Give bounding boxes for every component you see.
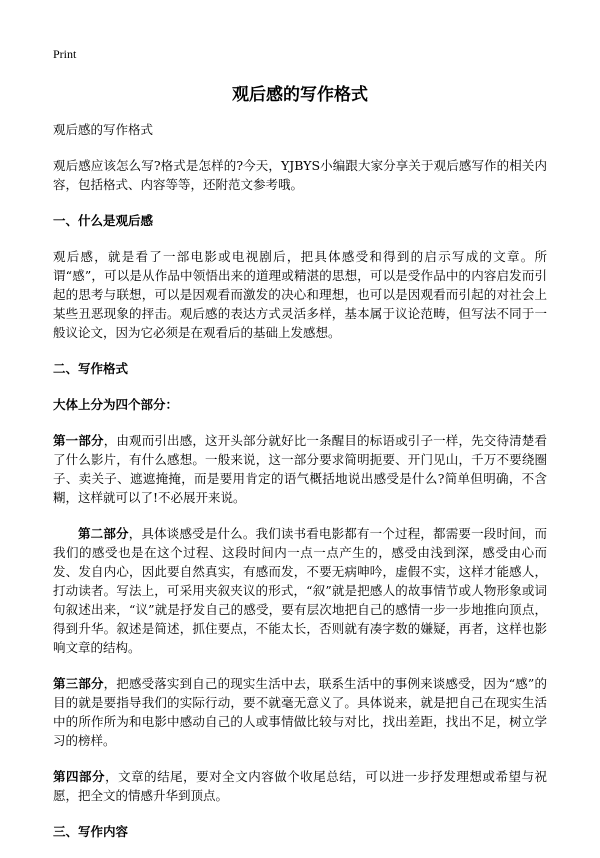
part-1-text: ，由观而引出感，这开头部分就好比一条醒目的标语或引子一样，先交待清楚看了什么影片，有什么感想。一般来说，这一部分要求简明扼要、开门见山，千万不要绕圈子、卖关子、遮遮掩掩，而是要用肯定的语气概括地说出感受是什么?简单但明确，不含糊，这样就可以了!不必展开来说。 (53, 433, 547, 505)
section-2-subheading: 大体上分为四个部分： (53, 397, 179, 412)
section-heading-1: 一、什么是观后感 (53, 213, 154, 228)
article-body (53, 120, 547, 858)
article-subtitle: 观后感的写作格式 (53, 122, 154, 137)
part-3-paragraph (53, 674, 547, 750)
section-heading-2: 二、写作格式 (53, 361, 129, 376)
part-4-label: 第四部分 (53, 769, 106, 784)
part-4-text: ，文章的结尾，要对全文内容做个收尾总结，可以进一步抒发理想或希望与祝愿，把全文的情感升华到顶点。 (53, 769, 547, 803)
part-2-text: ，具体谈感受是什么。我们读书看电影都有一个过程，都需要一段时间，而我们的感受也是在这个过程、这段时间内一点一点产生的，感受由浅到深，感受由心而发、发自内心，因此要自然真实，有感而发，不要无病呻吟，虚假不实，这样才能感人，打动读者。写法上，可采用夹叙夹议的形式，“叙”就是把感人的故事情节或人物形象或词句叙述出来，“议”就是抒发自己的感受，要有层次地把自己的感情一步一步地推向顶点，得到升华。叙述是简述，抓住要点，不能太长，否则就有凑字数的嫌疑，再者，这样也影响文章的结构。 (53, 526, 547, 655)
section-heading-3: 三、写作内容 (53, 824, 129, 839)
part-1-paragraph (53, 431, 547, 507)
section-1-body: 观后感，就是看了一部电影或电视剧后，把具体感受和得到的启示写成的文章。所谓“感”，可以是从作品中领悟出来的道理或精湛的思想，可以是受作品中的内容启发而引起的思考与联想，可以是因观看而激发的决心和理想，也可以是因观看而引起的对社会上某些丑恶现象的抨击。观后感的表达方式灵活多样，基本属于议论范畴，但写法不同于一般议论文，因为它必须是在观看后的基础上发感想。 (53, 249, 547, 340)
print-link[interactable]: Print (53, 47, 77, 61)
part-1-label: 第一部分 (53, 433, 104, 448)
part-2-label: 第二部分 (78, 526, 129, 541)
intro-paragraph: 观后感应该怎么写?格式是怎样的?今天，YJBYS小编跟大家分享关于观后感写作的相关内容，包括格式、内容等等，还附范文参考哦。 (53, 158, 547, 192)
part-3-label: 第三部分 (53, 676, 104, 691)
part-4-paragraph (53, 767, 547, 805)
part-2-paragraph (53, 524, 547, 657)
page-title: 观后感的写作格式 (232, 85, 368, 105)
part-3-text: ，把感受落实到自己的现实生活中去，联系生活中的事例来谈感受，因为“感”的目的就是要指导我们的实际行动，要不就毫无意义了。具体说来，就是把自己在现实生活中的所作所为和电影中感动自己的人或事情做比较与对比，找出差距，找出不足，树立学习的榜样。 (53, 676, 547, 748)
